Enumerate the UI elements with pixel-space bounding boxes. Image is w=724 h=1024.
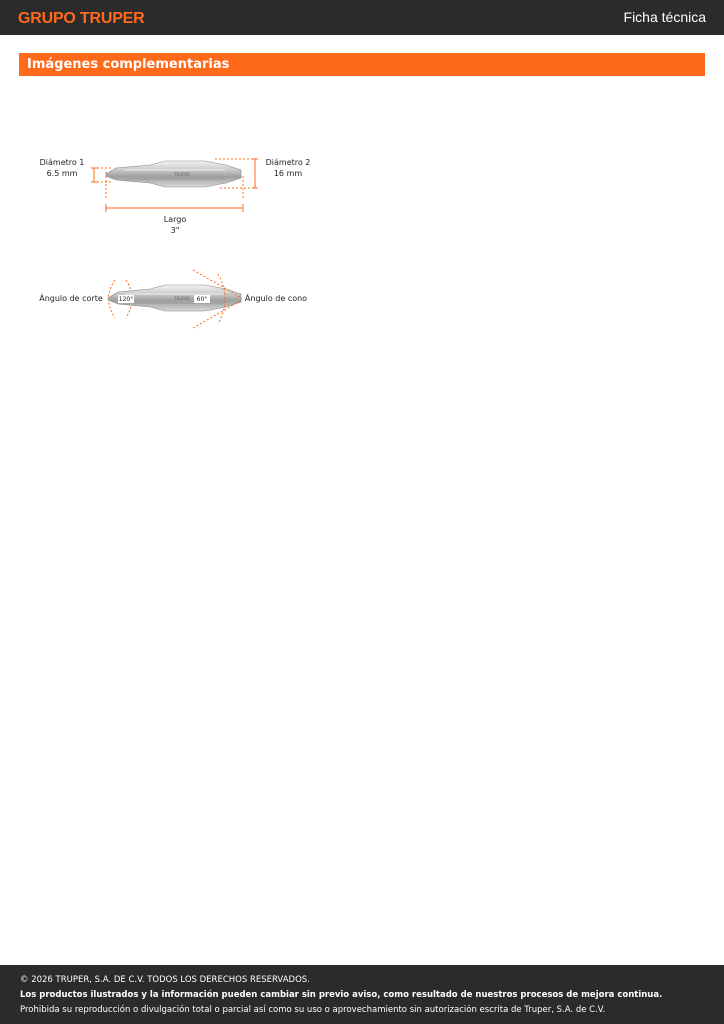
brand-logo: GRUPO TRUPER	[18, 10, 145, 27]
cone-angle-value: 60°	[196, 296, 208, 303]
footer-notice: Los productos ilustrados y la información pueden cambiar sin previo aviso, como resultado de nuestros procesos de mejora continua.	[20, 990, 663, 1000]
diameter2-label: Diámetro 2	[265, 158, 311, 167]
cone-angle-label: Ángulo de cono	[244, 294, 308, 303]
section-title: Imágenes complementarias	[27, 57, 230, 72]
angle-figure	[30, 268, 320, 338]
section-header	[19, 53, 705, 76]
document-type-label: Ficha técnica	[623, 9, 706, 25]
center-drill-bit-image	[106, 161, 241, 187]
svg-text:TRUPER: TRUPER	[174, 172, 190, 177]
length-dimension-line	[106, 204, 243, 212]
length-value: 3"	[170, 226, 180, 235]
footer-copyright: © 2026 TRUPER, S.A. DE C.V. TODOS LOS DERECHOS RESERVADOS.	[20, 975, 310, 985]
cutting-angle-label: Ángulo de corte	[39, 294, 103, 303]
diameter1-value: 6.5 mm	[46, 169, 78, 178]
diameter2-value: 16 mm	[273, 169, 303, 178]
top-bar	[0, 0, 724, 35]
footer	[0, 965, 724, 1024]
footer-prohibition: Prohibida su reproducción o divulgación total o parcial así como su uso o aprovechamiento sin autorización escrita de Truper, S.A. de C.V.	[20, 1005, 606, 1015]
cutting-angle-value: 120°	[118, 296, 134, 303]
svg-text:TRUPER: TRUPER	[174, 296, 190, 301]
length-label: Largo	[163, 215, 187, 224]
dimension-figure	[30, 150, 320, 240]
diameter1-label: Diámetro 1	[39, 158, 85, 167]
